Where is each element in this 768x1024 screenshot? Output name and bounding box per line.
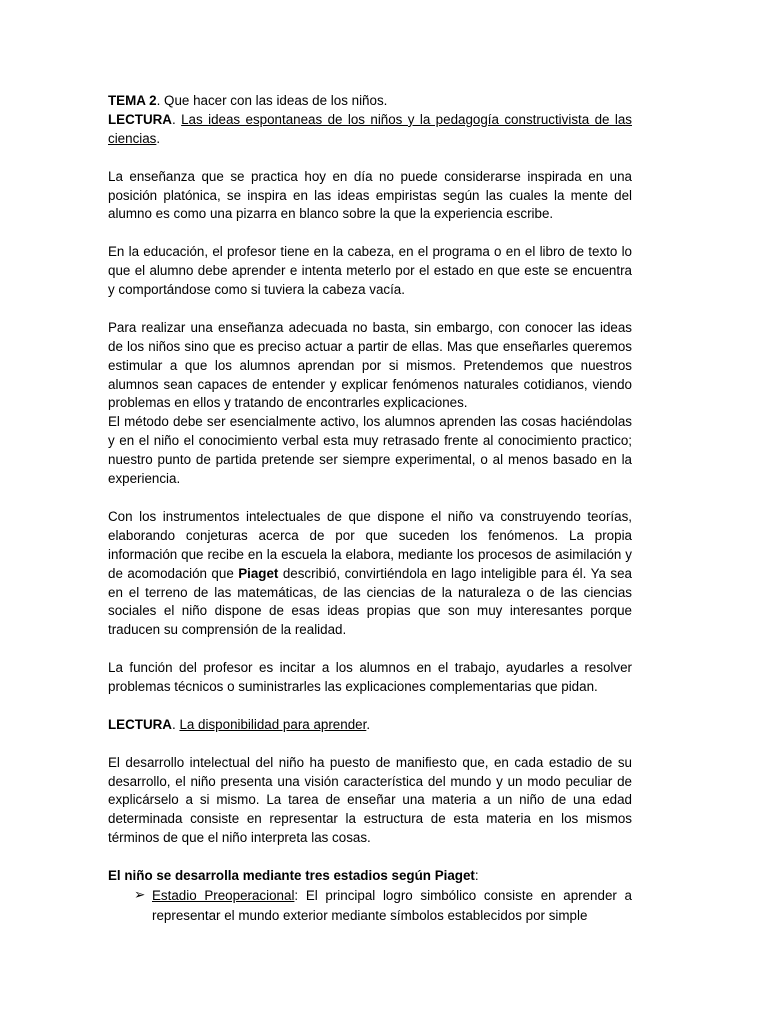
paragraph-2: En la educación, el profesor tiene en la cabeza, en el programa o en el libro de texto lo que el alumno debe aprender e intenta meterlo por el estado en que este se encuentra y comportándose como si tuviera la cabeza vacía.: [108, 244, 632, 298]
lectura-end: .: [156, 130, 161, 146]
stages-heading: [108, 867, 632, 886]
lectura-title-2: La disponibilidad para aprender: [179, 716, 367, 732]
bullet-title: Estadio Preoperacional: [152, 887, 295, 903]
paragraph-7: El desarrollo intelectual del niño ha puesto de manifiesto que, en cada estadio de su desarrollo, el niño presenta una visión característica del mundo y un modo peculiar de explicárselo a si mismo. La tarea de enseñar una materia a un niño de una edad determinada consiste en representar la estructura de esta materia en los mismos términos de que el niño interpreta las cosas.: [108, 754, 632, 846]
paragraph-1: La enseñanza que se practica hoy en día no puede considerarse inspirada en una posición platónica, se inspira en las ideas empiristas según las cuales la mente del alumno es como una pizarra en blanco sobre la que la experiencia escribe.: [108, 168, 632, 222]
document-page: [108, 92, 632, 927]
lectura-label: LECTURA: [108, 111, 172, 127]
lectura-sep-2: .: [171, 716, 180, 732]
bullet-text: [152, 886, 632, 927]
paragraph-4: El método debe ser esencialmente activo, los alumnos aprenden las cosas haciéndolas y en el niño el conocimiento verbal esta muy retrasado frente al conocimiento practico; nuestro punto de partida pretende ser siempre experimental, o al menos basado en la experiencia.: [108, 414, 632, 487]
lectura-line-2: [108, 716, 632, 735]
lectura-end-2: .: [366, 716, 371, 732]
piaget-bold: Piaget: [238, 565, 279, 581]
bullet-body: : El principal logro simbólico consiste en aprender a representar el mundo exterior mediante símbolos establecidos por simple: [152, 887, 632, 924]
paragraph-5-end: describió, convirtiéndola en lago inteligible para él. Ya sea en el terreno de las matemáticas, de las ciencias de la naturaleza o de las ciencias sociales el niño dispone de esas ideas propias que son muy interesantes porque traducen su comprensión de la realidad.: [108, 565, 632, 638]
lectura-label-2: LECTURA: [108, 716, 172, 732]
lectura-line-1: [108, 111, 632, 149]
stages-heading-text: El niño se desarrolla mediante tres estadios según Piaget: [108, 868, 475, 884]
lectura-sep: .: [171, 111, 182, 127]
paragraph-5-start: Con los instrumentos intelectuales de que dispone el niño va construyendo teorías, elaborando conjeturas acerca de por que suceden los fenómenos. La propia información que recibe en la escuela la elabora, mediante los procesos de asimilación y de acomodación que: [108, 508, 632, 581]
paragraph-6: La función del profesor es incitar a los alumnos en el trabajo, ayudarles a resolver problemas técnicos o suministrarles las explicaciones complementarias que pidan.: [108, 660, 632, 695]
paragraph-3: Para realizar una enseñanza adecuada no basta, sin embargo, con conocer las ideas de los niños sino que es preciso actuar a partir de ellas. Mas que enseñarles queremos estimular a que los alumnos aprendan por si mismos. Pretendemos que nuestros alumnos sean capaces de entender y explicar fenómenos naturales cotidianos, viendo problemas en ellos y tratando de encontrarles explicaciones.: [108, 319, 632, 411]
tema-text: . Que hacer con las ideas de los niños.: [156, 93, 388, 108]
arrow-bullet-icon: ➢: [134, 886, 146, 902]
lectura-title-1: Las ideas espontaneas de los niños y la pedagogía constructivista de las ciencias: [108, 111, 632, 146]
tema-label: TEMA 2: [108, 93, 157, 108]
tema-line: [108, 92, 632, 111]
paragraph-5: [108, 508, 632, 640]
bullet-item: [108, 886, 632, 927]
stages-heading-end: :: [474, 868, 479, 884]
